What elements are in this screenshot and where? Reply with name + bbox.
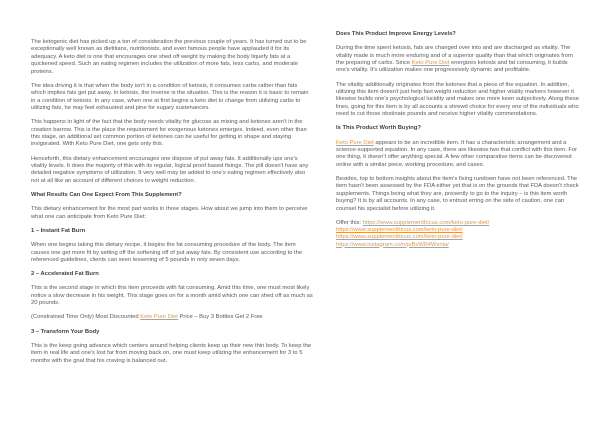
keto-pure-diet-energy-link[interactable]: Keto Pure Diet <box>411 60 450 67</box>
share-link-supplementfocus-2[interactable]: https://www.supplementfocus.com/keto-pure-diet/ <box>336 227 463 234</box>
keto-pure-diet-worth-link[interactable]: Keto Pure Diet <box>336 139 374 146</box>
stage3-heading: 3 – Transform Your Body <box>31 328 100 335</box>
energy-paragraph-1 <box>336 45 581 75</box>
results-section-heading: What Results Can One Expect From This Supplement? <box>31 192 182 199</box>
energy-p1-text-after: energizes ketosis and fat consuming, it builds one's vitality. It's utilization makes one progressively dynamic and profitable. <box>336 60 568 74</box>
share-line-3 <box>336 234 581 241</box>
promo-line <box>31 314 313 321</box>
share-line-4 <box>336 242 581 249</box>
share-link-instagram[interactable]: https://www.instagram.com/p/BvWB4Wxnla/ <box>336 241 449 248</box>
worth-paragraph-2: Besides, top to bottom insights about the item's fixing rundown have not been referenced. The item hasn't been assessed by the FDA either yet that is on the grounds that FDA doesn't check supplements. Things being what they are, presently to go to the inquiry – is this item worth buying? It is by all accounts. In any case, to entrust erring on the side of caution, one can counsel his specialist before utilizing it. <box>336 176 579 212</box>
stage2-heading: 2 – Accelerated Fat Burn <box>31 271 99 278</box>
energy-paragraph-2: The vitality additionally originates from the ketones that a piece of the equation. In addition, utilizing this item doesn't just help fast weight reduction and higher vitality markers however it likewise builds one's psychological lucidity and makes one more keen subjectively. Along these lines, going for this item is by all accounts a shrewd choice for every one of the individuals who need to cut those obstinate pounds and receive higher vitality commendations. <box>336 81 579 118</box>
share-line-1 <box>336 220 581 227</box>
page-1 <box>31 39 313 372</box>
stage2-body: This is the second stage in which this item proceeds with fat consuming. Amid this time, one must most likely notice a slow decrease in his weight. This stage goes on for a month amid which one can shed off as much as 20 pounds. <box>31 285 313 307</box>
intro-paragraph-1: The ketogenic diet has picked up a ton of consideration the previous couple of years. It has turned out to be exceptionally well known as dietitians, nutritionists, and even famous people have applauded it for its adequacy. A keto diet is one that encourages one shed off weight by making the body liquefy fats at a quickened speed. Such an eating regimen includes the utilization of more fats, less carbs, and moderate proteins. <box>31 39 307 75</box>
share-links-block <box>336 220 581 249</box>
intro-paragraph-2: The idea driving it is that when the body isn't in a condition of ketosis, it consumes carbs rather than fats which implies fats get put away. In ketosis, the inverse is the situation. This is the reason it is basic to remain in a condition of ketosis. In any case, when one at first begins a keto diet to change from utilizing carbs to utilizing fats, he may feel exhausted and pine for sugary sustenances. <box>31 82 309 112</box>
stage1-body: When one begins taking this dietary recipe, it begins the fat consuming procedure of the body. The item causes one get more fit by setting off the softening off of put away fats. By consistent use according to the referenced guidelines, clients can seen lessening of 5 pounds in only seven days. <box>31 242 303 263</box>
worth-paragraph-1 <box>336 140 581 170</box>
energy-p1-text-before: During the time spent ketosis, fats are changed over into and are discharged as vitality. The vitality made is much more enduring and of a superior quality than that which originates from the preparing of carbs. Since <box>336 45 573 67</box>
share-label: Offer this: <box>336 219 363 226</box>
promo-text-before: (Constrained Time Only) Most Discounted <box>31 314 141 321</box>
promo-text-after: Price – Buy 3 Bottles Get 2 Free <box>177 314 263 321</box>
intro-paragraph-4: Henceforth, this dietary enhancement encourages one dispose of put away fats. It additionally ups one's vitality levels. It does the majority of this with its regular, logical proof based fixings. The pill doesn't have any detailed negative symptoms of utilization. It very well may be added to one's eating regimen effectively also not at all like an account of different choices to weight reduction. <box>31 155 309 184</box>
share-link-supplementfocus-1[interactable]: https://www.supplementfocus.com/keto-pure-diet/ <box>362 219 490 226</box>
intro-paragraph-3: This happens in light of the fact that the body needs vitality for glucose as mixing and ketones aren't in the creation barrow. This is the place the requirement for exogenous ketones emerges. Indeed, even other than this stage, an additional set common portion of ketones can be useful for getting in shape and staying invigorated. With Keto Pure Diet, one gets only this. <box>31 119 307 148</box>
page-2 <box>336 31 581 249</box>
keto-pure-diet-promo-link[interactable]: Keto Pure Diet <box>140 314 178 321</box>
stage1-heading: 1 – Instant Fat Burn <box>31 227 86 234</box>
worth-section-heading: Is This Product Worth Buying? <box>336 125 421 132</box>
results-section-intro: This dietary enhancement for the most part works in three stages. How about we jump into them to perceive what one can anticipate from Keto Pure Diet: <box>31 206 308 220</box>
worth-p1-text-after: appears to be an incredible item. It has a characteristic arrangement and a science-supported equation. In any case, there are likewise two that conflict with this item. For one thing, it doesn't offer anything special. A few other comparative items can be discovered online with a similar piece, working procedure, and cases. <box>336 139 578 168</box>
share-line-2 <box>336 227 581 234</box>
share-link-supplementfocus-3[interactable]: https://www.supplementfocus.com/keto-pure-diet/ <box>336 234 463 241</box>
energy-section-heading: Does This Product Improve Energy Levels? <box>336 31 456 37</box>
stage3-body: This is the keep going advance which centers around helping clients keep up their new thin body. To keep the item in real life and one's lost far from moving back on, one must keep utilizing the enhancement for 3 to 5 months with the goal that his craving is balanced out. <box>31 342 312 364</box>
